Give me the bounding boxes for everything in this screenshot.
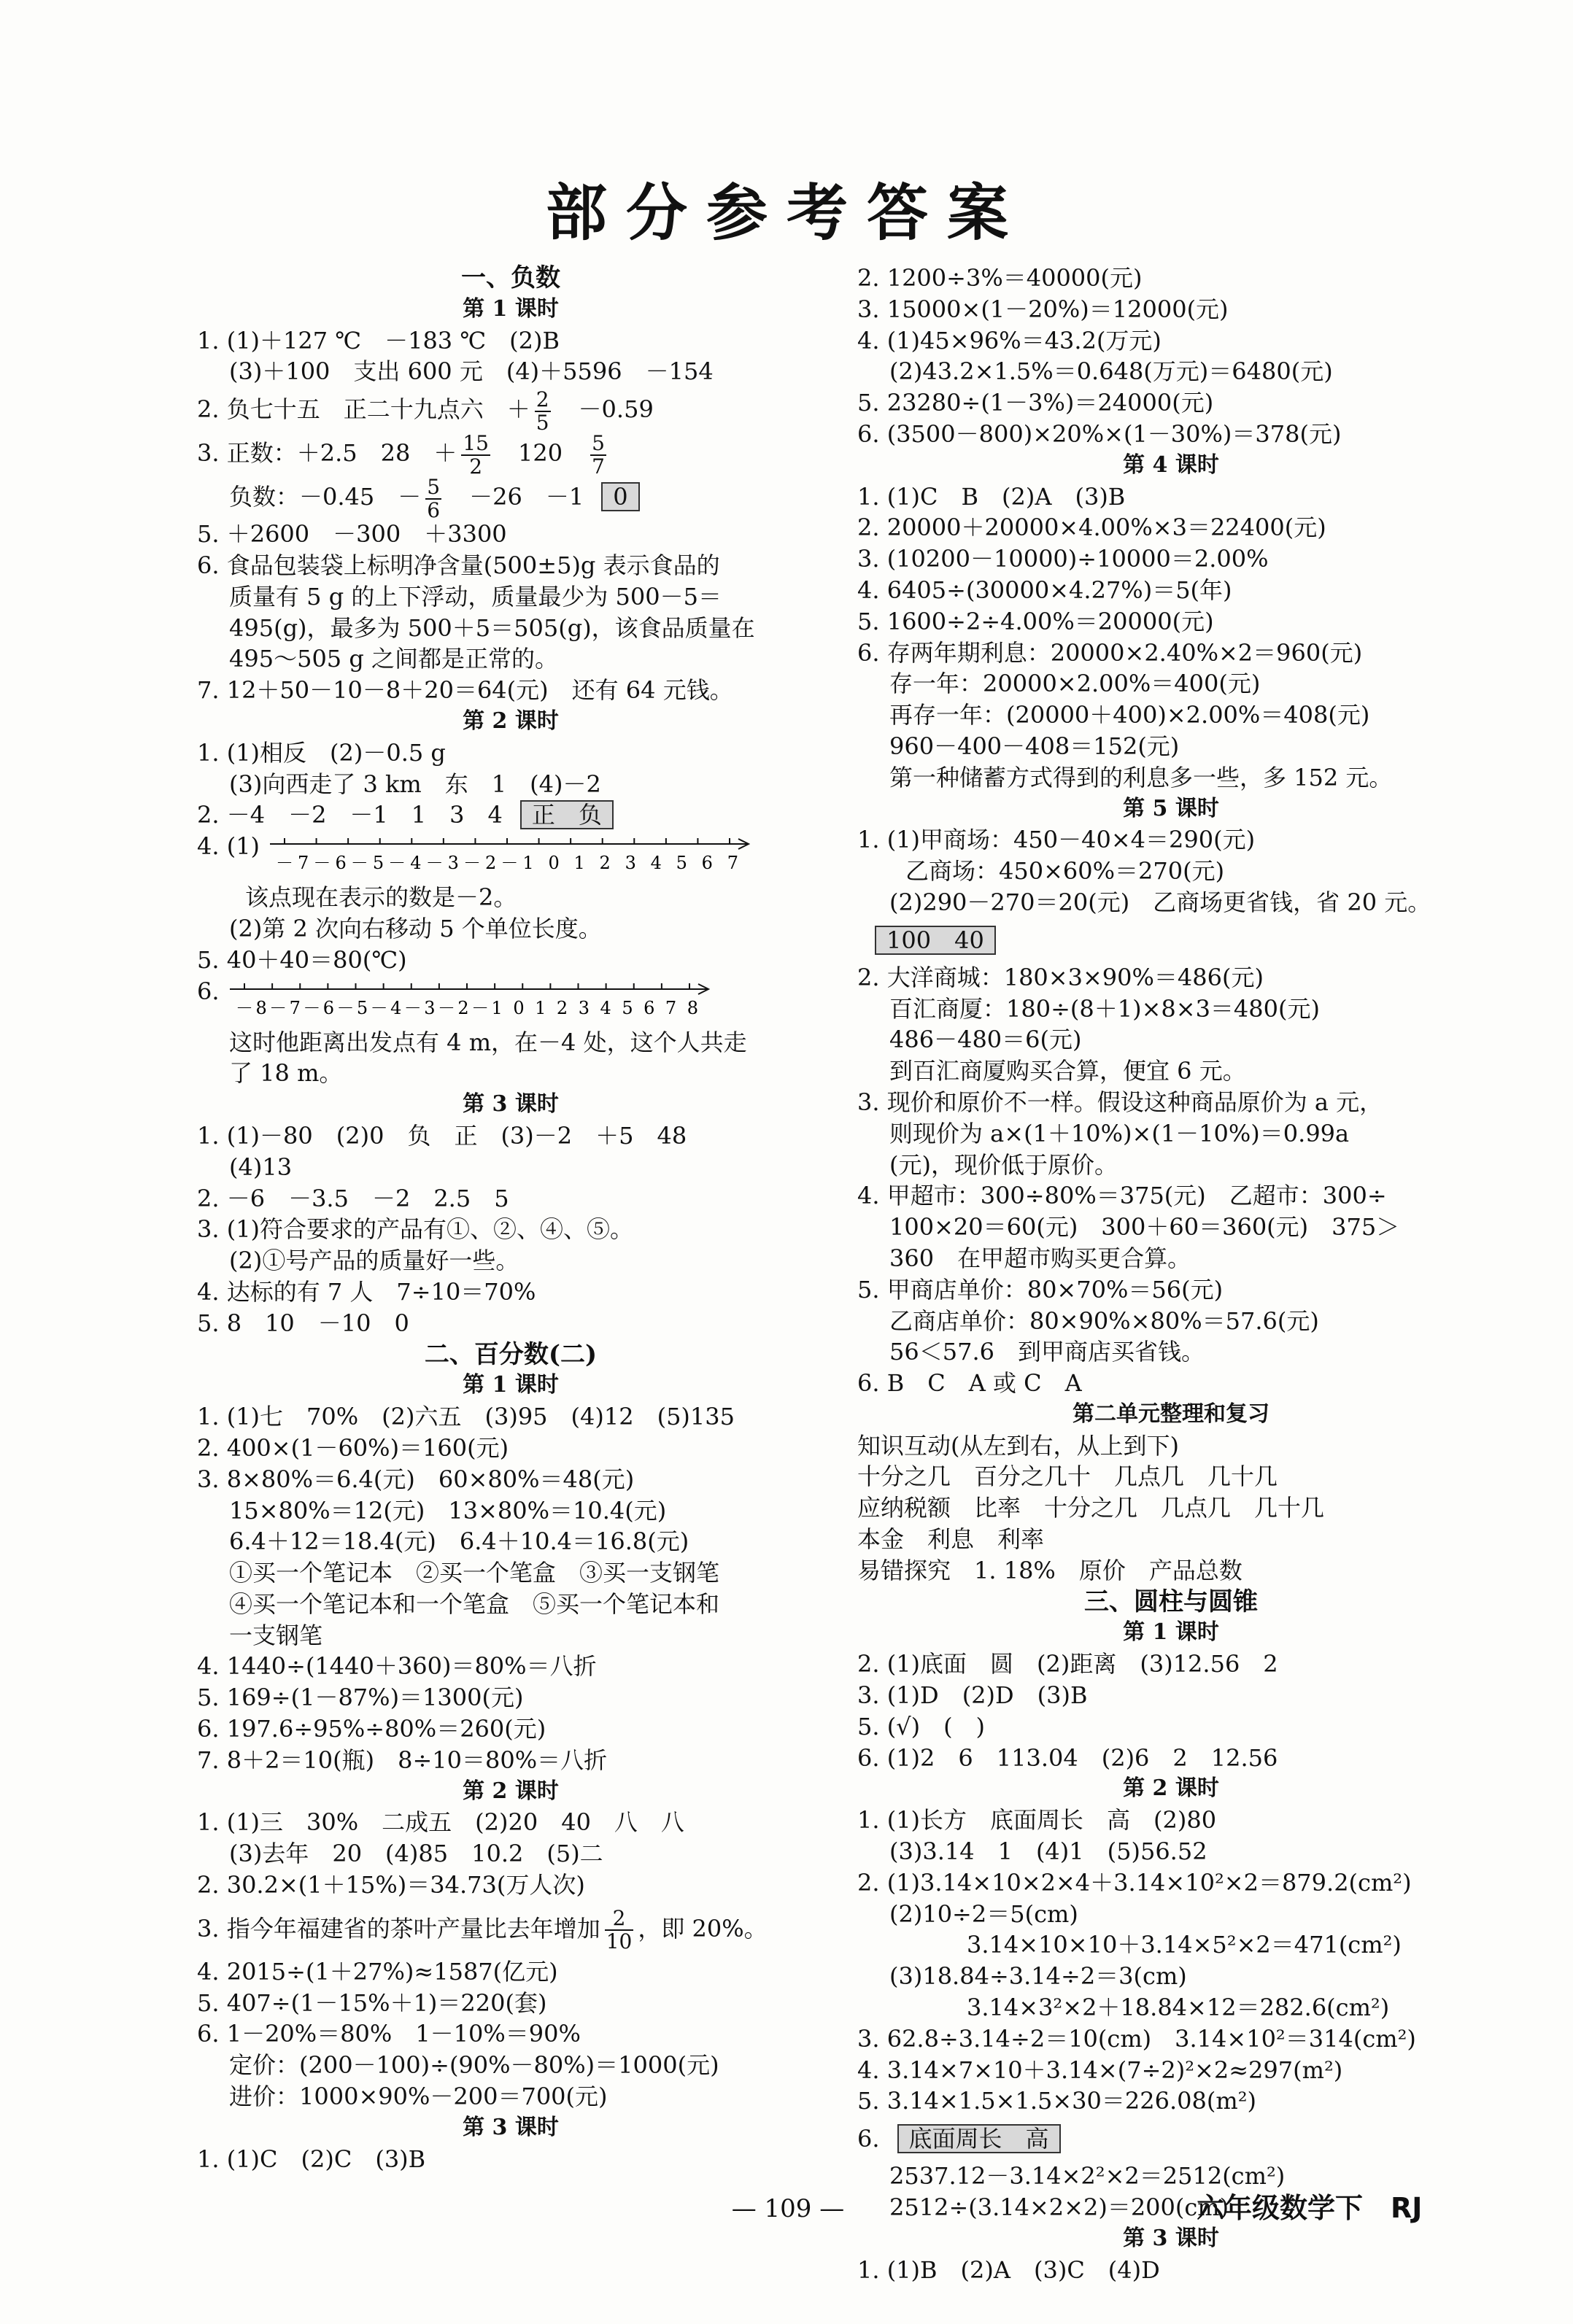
fraction <box>461 430 490 479</box>
answer-text: 3. (1)D (2)D (3)B <box>857 1681 1088 1710</box>
lesson-heading <box>197 294 824 325</box>
answer-text: 乙商店单价：80×90%×80%＝57.6(元) <box>889 1306 1319 1335</box>
answer-text: (3)3.14 1 (4)1 (5)56.52 <box>889 1837 1207 1866</box>
answer-text: 3.14×3²×2＋18.84×12＝282.6(cm²) <box>967 1994 1390 2022</box>
answer-text: (3)去年 20 (4)85 10.2 (5)二 <box>229 1840 603 1868</box>
answer-line <box>197 1245 824 1277</box>
answer-text: 1. (1)C B (2)A (3)B <box>857 482 1126 511</box>
answer-text: 6. <box>197 977 220 1005</box>
answer-line <box>857 1929 1485 1961</box>
answer-text: 1. (1)＋127 ℃ －183 ℃ (2)B <box>197 326 560 355</box>
answer-text: 6.4＋12＝18.4(元) 6.4＋10.4＝16.8(元) <box>229 1527 689 1556</box>
answer-line <box>197 1870 824 1901</box>
highlight-box: 100 40 <box>875 926 996 955</box>
answer-text: (2)第 2 次向右移动 5 个单位长度。 <box>229 914 602 942</box>
answer-line <box>197 1433 824 1464</box>
answer-text: 5. 169÷(1－87%)＝1300(元) <box>197 1684 524 1712</box>
answer-text: (2)43.2×1.5%＝0.648(万元)＝6480(元) <box>889 357 1333 386</box>
number-line-labels: －7－6－5－4－3－2－1 0 1 2 3 4 5 6 7 <box>276 853 739 874</box>
answer-text: ④买一个笔记本和一个笔盒 ⑤买一个笔记本和 <box>229 1589 720 1618</box>
answer-line <box>197 1620 824 1651</box>
answer-line <box>197 1589 824 1620</box>
answer-line <box>197 1277 824 1308</box>
answer-text: 7. 8＋2＝10(瓶) 8÷10＝80%＝八折 <box>197 1746 608 1774</box>
fraction <box>535 389 551 434</box>
highlight-box: 底面周长 高 <box>897 2124 1061 2153</box>
answer-line <box>197 430 824 479</box>
answer-text: 第 3 课时 <box>463 2114 559 2140</box>
answer-line <box>197 2081 824 2112</box>
answer-line <box>857 762 1485 794</box>
answer-text: 4. (1)45×96%＝43.2(万元) <box>857 326 1162 355</box>
answer-line <box>857 1992 1485 2023</box>
answer-line <box>857 668 1485 700</box>
answer-text: (3)向西走了 3 km 东 1 (4)－2 <box>229 770 601 798</box>
answer-line <box>857 1961 1485 1992</box>
answer-text: 应纳税额 比率 十分之几 几点几 几十几 <box>857 1494 1325 1522</box>
answer-text: (3)18.84÷3.14÷2＝3(cm) <box>889 1962 1187 1991</box>
answer-line <box>857 263 1485 294</box>
answer-text: 3. 正数：＋2.5 28 ＋ <box>197 439 457 468</box>
answer-line <box>197 1308 824 1339</box>
answer-text: 4. 3.14×7×10＋3.14×(7÷2)²×2≈297(m²) <box>857 2056 1343 2084</box>
answer-line <box>197 1152 824 1183</box>
answer-text: 第 1 课时 <box>463 295 559 322</box>
answer-text: 第 3 课时 <box>1123 2225 1219 2251</box>
answer-text: 第 5 课时 <box>1123 795 1219 821</box>
answer-line <box>857 1024 1485 1056</box>
answer-text: 第 2 课时 <box>463 1778 559 1804</box>
fraction-denominator: 10 <box>606 1929 633 1954</box>
lesson-heading <box>197 1776 824 1808</box>
answer-line <box>857 325 1485 357</box>
answer-text: 6. 存两年期利息：20000×2.40%×2＝960(元) <box>857 638 1363 667</box>
fraction-numerator: 5 <box>592 430 605 455</box>
answer-text: 5. (√) ( ) <box>857 1712 986 1740</box>
answer-line <box>197 1651 824 1682</box>
lesson-heading <box>197 706 824 737</box>
answer-line <box>857 1711 1485 1743</box>
answer-line <box>197 769 824 800</box>
fraction <box>590 430 606 479</box>
answer-text: 5. 3.14×1.5×1.5×30＝226.08(m²) <box>857 2087 1257 2115</box>
answer-line <box>197 1183 824 1215</box>
answer-text: (4)13 <box>229 1153 293 1181</box>
answer-text: 第 1 课时 <box>463 1372 559 1398</box>
answer-line <box>857 1087 1485 1118</box>
answer-line <box>857 419 1485 450</box>
answer-line <box>857 543 1485 575</box>
answer-line <box>197 976 824 1027</box>
answer-text: 知识互动(从左到右，从上到下) <box>857 1431 1179 1460</box>
lesson-heading <box>857 1617 1485 1649</box>
answer-line <box>197 1901 824 1956</box>
answer-text: 1. (1)甲商场：450－40×4＝290(元) <box>857 826 1256 854</box>
answer-text: 7. 12＋50－10－8＋20＝64(元) 还有 64 元钱。 <box>197 676 733 705</box>
section-heading <box>857 1587 1485 1618</box>
answer-line <box>197 799 824 831</box>
answer-text: 4. 甲超市：300÷80%＝375(元) 乙超市：300÷ <box>857 1182 1387 1210</box>
answer-text: 6. (3500－800)×20%×(1－30%)＝378(元) <box>857 419 1342 448</box>
answer-line <box>857 1461 1485 1492</box>
answer-line <box>857 1150 1485 1181</box>
answer-text: 3. 62.8÷3.14÷2＝10(cm) 3.14×10²＝314(cm²) <box>857 2024 1416 2053</box>
lesson-heading <box>857 2223 1485 2255</box>
answer-text: ①买一个笔记本 ②买一个笔盒 ③买一支钢笔 <box>229 1559 720 1587</box>
answer-line <box>197 831 824 882</box>
answer-text: 1. (1)－80 (2)0 负 正 (3)－2 ＋5 48 <box>197 1121 687 1150</box>
answer-text: 2. (1)3.14×10×2×4＋3.14×10²×2＝879.2(cm²) <box>857 1868 1412 1897</box>
fraction <box>425 476 441 522</box>
answer-line <box>857 1867 1485 1899</box>
answer-text: 易错探究 1. 18% 原价 产品总数 <box>857 1556 1242 1584</box>
answer-line <box>857 1306 1485 1337</box>
answer-text: 4. 1440÷(1440＋360)＝80%＝八折 <box>197 1652 597 1681</box>
answer-text: 3. 8×80%＝6.4(元) 60×80%＝48(元) <box>197 1465 635 1493</box>
answer-text: 第 2 课时 <box>1123 1775 1219 1802</box>
answer-line <box>857 1524 1485 1555</box>
answer-text: 第一种储蓄方式得到的利息多一些，多 152 元。 <box>889 763 1393 791</box>
answer-line <box>857 1492 1485 1524</box>
answer-text: －0.59 <box>554 395 654 424</box>
fraction-denominator: 6 <box>427 497 441 522</box>
answer-text: 一支钢笔 <box>229 1621 323 1649</box>
answer-text: 56＜57.6 到甲商店买省钱。 <box>889 1338 1205 1366</box>
answer-text: 2537.12－3.14×2²×2＝2512(cm²) <box>889 2162 1286 2191</box>
answer-line <box>857 700 1485 731</box>
answer-line <box>197 1401 824 1433</box>
answer-text: 960－400－408＝152(元) <box>889 732 1180 760</box>
answer-text: 6. 197.6÷95%÷80%＝260(元) <box>197 1715 546 1743</box>
fraction <box>605 1907 634 1953</box>
answer-line <box>857 1274 1485 1306</box>
answer-line <box>197 1988 824 2019</box>
answer-text: 6. <box>857 2125 880 2153</box>
answer-text: 5. 8 10 －10 0 <box>197 1309 409 1337</box>
grade-tag: 六年级数学下 RJ <box>1197 2192 1423 2224</box>
answer-line <box>197 675 824 706</box>
answer-line <box>857 575 1485 606</box>
answer-text: 5. 甲商店单价：80×70%＝56(元) <box>857 1275 1224 1304</box>
answer-line <box>197 643 824 675</box>
page-title: 部分参考答案 <box>545 177 1027 249</box>
answer-line <box>857 1430 1485 1462</box>
answer-line <box>197 2144 824 2175</box>
answer-line <box>197 474 824 522</box>
answer-line <box>197 1214 824 1245</box>
answer-text: 1. (1)相反 (2)－0.5 g <box>197 738 446 767</box>
answer-line <box>857 356 1485 387</box>
answer-text: 则现价为 a×(1＋10%)×(1－10%)＝0.99a <box>889 1119 1350 1147</box>
answer-line <box>857 918 1485 962</box>
answer-text: (2)10÷2＝5(cm) <box>889 1899 1078 1928</box>
answer-line <box>857 1056 1485 1087</box>
answer-line <box>197 613 824 644</box>
answer-line <box>857 294 1485 325</box>
answer-line <box>197 1120 824 1152</box>
answer-text: 十分之几 百分之几十 几点几 几十几 <box>857 1463 1278 1491</box>
answer-line <box>197 2018 824 2050</box>
answer-line <box>197 1027 824 1058</box>
fraction-numerator: 2 <box>605 1907 634 1931</box>
answer-line <box>857 1368 1485 1399</box>
page-number: — 109 — <box>731 2194 845 2223</box>
answer-line <box>857 481 1485 513</box>
answer-text: (2)①号产品的质量好一些。 <box>229 1247 519 1275</box>
answer-text: 定价：(200－100)÷(90%－80%)＝1000(元) <box>229 2051 719 2080</box>
answer-line <box>857 2055 1485 2086</box>
answer-text: 3. 现价和原价不一样。假设这种商品原价为 a 元， <box>857 1088 1383 1116</box>
answer-line <box>857 1743 1485 1774</box>
answer-line <box>857 2023 1485 2055</box>
answer-line <box>197 1713 824 1745</box>
lesson-heading <box>857 1399 1485 1430</box>
answer-line <box>197 2050 824 2081</box>
number-line <box>230 976 711 1024</box>
answer-text: 5. 1600÷2÷4.00%＝20000(元) <box>857 607 1214 635</box>
answer-line <box>857 993 1485 1025</box>
answer-line <box>857 1836 1485 1867</box>
answer-line <box>857 2117 1485 2161</box>
highlight-box: 正 负 <box>520 800 614 829</box>
answer-text: 三、圆柱与圆锥 <box>1084 1587 1258 1616</box>
answer-line <box>197 1058 824 1089</box>
answer-line <box>197 387 824 435</box>
answer-line <box>857 512 1485 543</box>
answer-line <box>197 519 824 550</box>
answer-line <box>857 387 1485 419</box>
answer-text: 本金 利息 利率 <box>857 1525 1045 1554</box>
section-heading <box>197 1339 824 1371</box>
answer-line <box>197 913 824 945</box>
lesson-heading <box>857 450 1485 481</box>
answer-text: 负数：－0.45 － <box>229 483 422 511</box>
left-column <box>197 263 824 2174</box>
lesson-heading <box>857 794 1485 825</box>
answer-text: (2)290－270＝20(元) 乙商场更省钱，省 20 元。 <box>889 888 1431 916</box>
answer-line <box>857 1899 1485 1930</box>
answer-line <box>197 550 824 581</box>
answer-text: 2. 大洋商城：180×3×90%＝486(元) <box>857 963 1264 991</box>
answer-text: 3. (1)符合要求的产品有①、②、④、⑤。 <box>197 1215 634 1244</box>
answer-text: 2. 20000＋20000×4.00%×3＝22400(元) <box>857 514 1326 542</box>
answer-line <box>857 1180 1485 1212</box>
answer-text: 该点现在表示的数是－2。 <box>245 883 517 912</box>
answer-line <box>197 1956 824 1988</box>
lesson-heading <box>857 1773 1485 1805</box>
answer-text: 存一年：20000×2.00%＝400(元) <box>889 670 1261 698</box>
answer-line <box>197 581 824 613</box>
answer-text: 4. 6405÷(30000×4.27%)＝5(年) <box>857 576 1232 604</box>
answer-text: 再存一年：(20000＋400)×2.00%＝408(元) <box>889 701 1370 729</box>
answer-text: (元)，现价低于原价。 <box>889 1150 1118 1179</box>
answer-text: 2. 1200÷3%＝40000(元) <box>857 264 1143 292</box>
answer-text: 5. 407÷(1－15%＋1)＝220(套) <box>197 1988 547 2017</box>
answer-text: 1. (1)C (2)C (3)B <box>197 2145 426 2173</box>
answer-text: (3)＋100 支出 600 元 (4)＋5596 －154 <box>229 357 714 386</box>
fraction-denominator: 7 <box>592 454 605 479</box>
answer-line <box>857 731 1485 762</box>
answer-text: 3. 15000×(1－20%)＝12000(元) <box>857 295 1229 323</box>
answer-line <box>857 887 1485 918</box>
answer-text: 质量有 5 g 的上下浮动，质量最少为 500－5＝ <box>229 582 722 611</box>
answer-line <box>857 1243 1485 1274</box>
answer-text: 5. 23280÷(1－3%)＝24000(元) <box>857 389 1214 417</box>
answer-text: 第 4 课时 <box>1123 452 1219 478</box>
fraction-numerator: 2 <box>536 387 549 411</box>
answer-text: 2. －6 －3.5 －2 2.5 5 <box>197 1184 509 1212</box>
answer-line <box>197 1838 824 1870</box>
answer-line <box>857 1336 1485 1368</box>
answer-text: 百汇商厦：180÷(8＋1)×8×3＝480(元) <box>889 994 1320 1023</box>
answer-text: 1. (1)长方 底面周长 高 (2)80 <box>857 1806 1217 1835</box>
answer-text: 6. 食品包装袋上标明净含量(500±5)g 表示食品的 <box>197 551 720 579</box>
answer-line <box>857 2085 1485 2117</box>
answer-text: 6. (1)2 6 113.04 (2)6 2 12.56 <box>857 1743 1278 1772</box>
answer-text: 2. 400×(1－60%)＝160(元) <box>197 1433 509 1462</box>
answer-text: 2. (1)底面 圆 (2)距离 (3)12.56 2 <box>857 1650 1278 1678</box>
answer-line <box>857 1649 1485 1680</box>
answer-text: 2. 30.2×(1＋15%)＝34.73(万人次) <box>197 1871 585 1899</box>
answer-text: 二、百分数(二) <box>424 1339 598 1369</box>
right-column <box>857 263 1485 2285</box>
answer-text: 1. (1)七 70% (2)六五 (3)95 (4)12 (5)135 <box>197 1403 735 1431</box>
answer-line <box>857 2255 1485 2286</box>
answer-line <box>197 945 824 976</box>
fraction-denominator: 2 <box>469 454 483 479</box>
fraction-numerator: 15 <box>463 430 489 455</box>
number-line <box>270 831 751 879</box>
answer-text: 这时他距离出发点有 4 m，在－4 处，这个人共走 <box>229 1028 747 1056</box>
answer-line <box>197 1464 824 1495</box>
answer-text: 100×20＝60(元) 300＋60＝360(元) 375＞ <box>889 1213 1400 1242</box>
answer-line <box>197 882 824 913</box>
answer-text: 3. (10200－10000)÷10000＝2.00% <box>857 545 1269 573</box>
answer-line <box>857 1805 1485 1836</box>
answer-text: 2. 负七十五 正二十九点六 ＋ <box>197 395 530 424</box>
answer-text: 第 1 课时 <box>1123 1619 1219 1646</box>
answer-text: 15×80%＝12(元) 13×80%＝10.4(元) <box>229 1496 667 1525</box>
answer-text: 6. B C A 或 C A <box>857 1369 1082 1398</box>
answer-line <box>197 1557 824 1589</box>
answer-text: 1. (1)三 30% 二成五 (2)20 40 八 八 <box>197 1808 684 1837</box>
answer-text: －26 －1 <box>446 483 584 511</box>
fraction-numerator: 5 <box>427 474 441 499</box>
answer-line <box>857 1118 1485 1150</box>
answer-text: 5. ＋2600 －300 ＋3300 <box>197 520 507 549</box>
answer-line <box>857 638 1485 669</box>
answer-text: 2512÷(3.14×2×2)＝200(cm) <box>889 2193 1229 2222</box>
answer-text: 到百汇商厦购买合算，便宜 6 元。 <box>889 1057 1246 1085</box>
section-heading <box>197 263 824 294</box>
answer-text: 进价：1000×90%－200＝700(元) <box>229 2083 608 2111</box>
answer-text: 1. (1)B (2)A (3)C (4)D <box>857 2255 1160 2284</box>
answer-text: 6. 1－20%＝80% 1－10%＝90% <box>197 2020 581 2048</box>
answer-text: 3.14×10×10＋3.14×5²×2＝471(cm²) <box>967 1931 1402 1959</box>
answer-line <box>197 1526 824 1557</box>
answer-text: 4. 2015÷(1＋27%)≈1587(亿元) <box>197 1957 558 1986</box>
answer-line <box>197 1495 824 1527</box>
answer-text: 第二单元整理和复习 <box>1072 1401 1269 1427</box>
answer-text: 4. 达标的有 7 人 7÷10＝70% <box>197 1277 536 1306</box>
answer-text: 4. (1) <box>197 832 260 861</box>
answer-text: 乙商场：450×60%＝270(元) <box>905 857 1225 886</box>
answer-line <box>197 356 824 387</box>
answer-line <box>197 1807 824 1838</box>
answer-line <box>197 1745 824 1776</box>
answer-text: 495～505 g 之间都是正常的。 <box>229 645 558 673</box>
answer-text: 120 <box>494 439 587 468</box>
answer-text: 2. －4 －2 －1 1 3 4 <box>197 801 503 829</box>
lesson-heading <box>197 1370 824 1401</box>
fraction-denominator: 5 <box>536 410 549 435</box>
lesson-heading <box>197 1089 824 1120</box>
lesson-heading <box>197 2112 824 2144</box>
answer-text: 3. 指今年福建省的茶叶产量比去年增加 <box>197 1914 600 1943</box>
answer-text: 第 2 课时 <box>463 708 559 734</box>
answer-line <box>857 1680 1485 1711</box>
answer-text: 一、负数 <box>461 263 560 293</box>
highlight-box: 0 <box>601 482 639 511</box>
answer-text: 了 18 m。 <box>229 1059 343 1088</box>
answer-line <box>857 606 1485 638</box>
answer-line <box>197 1682 824 1713</box>
answer-text: 5. 40＋40＝80(℃) <box>197 945 407 974</box>
answer-line <box>857 1212 1485 1243</box>
answer-line <box>857 856 1485 887</box>
answer-text: 第 3 课时 <box>463 1091 559 1118</box>
answer-line <box>857 824 1485 856</box>
answer-text: 486－480＝6(元) <box>889 1026 1082 1054</box>
answer-text: ，即 20%。 <box>638 1914 768 1943</box>
answer-line <box>197 737 824 769</box>
answer-line <box>857 962 1485 993</box>
number-line-labels: －8－7－6－5－4－3－2－1 0 1 2 3 4 5 6 7 8 <box>235 997 698 1018</box>
answer-line <box>197 325 824 357</box>
answer-text: 495(g)，最多为 500＋5＝505(g)，该食品质量在 <box>229 613 755 642</box>
answer-line <box>857 1555 1485 1587</box>
answer-text: 360 在甲超市购买更合算。 <box>889 1244 1191 1272</box>
